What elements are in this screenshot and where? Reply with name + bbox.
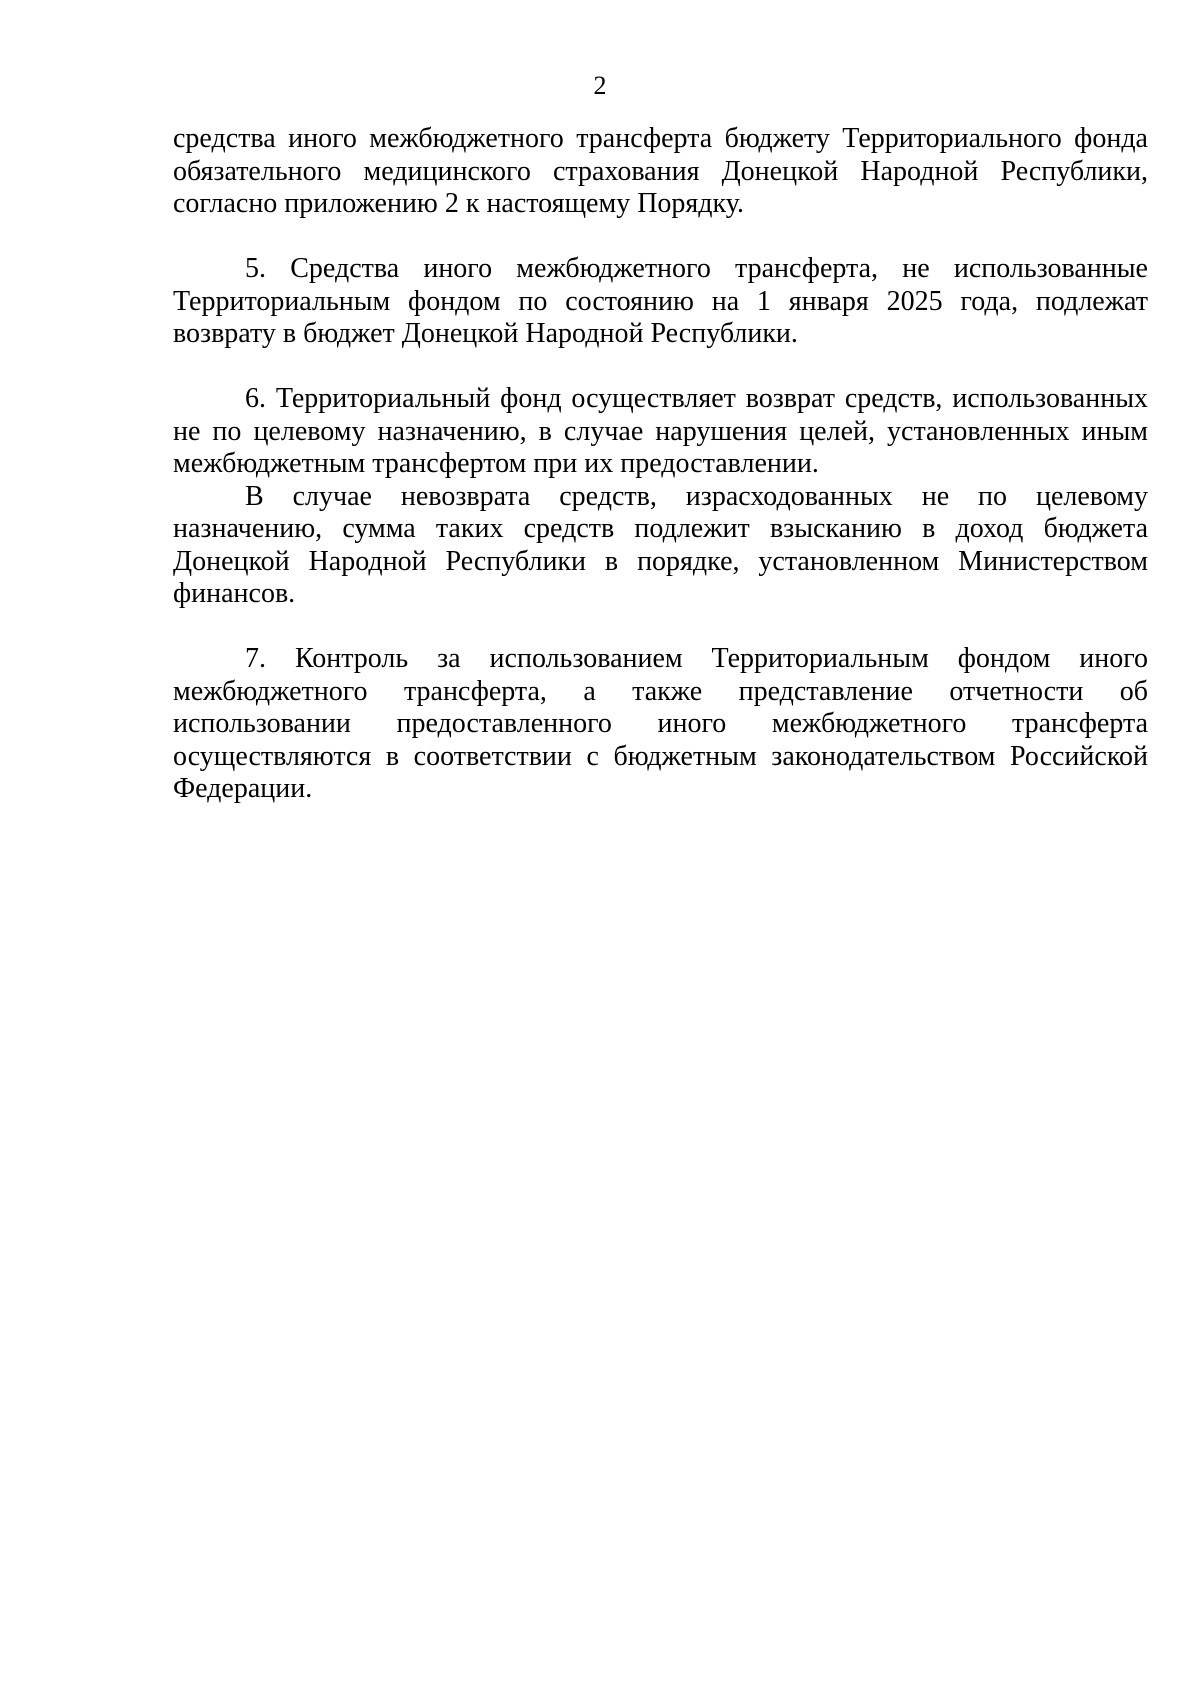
page-number: 2 bbox=[593, 71, 607, 100]
document-body bbox=[173, 123, 1148, 806]
paragraph-item-5: 5. Средства иного межбюджетного трансферта, не использованные Территориальным фондом по состоянию на 1 января 2025 года, подлежат возврату в бюджет Донецкой Народной Республики. bbox=[173, 253, 1148, 349]
paragraph-item-6: 6. Территориальный фонд осуществляет возврат средств, использованных не по целевому назначению, в случае нарушения целей, установленных иным межбюджетным трансфертом при их предоставлении. bbox=[173, 383, 1148, 479]
paragraph-item-7: 7. Контроль за использованием Территориальным фондом иного межбюджетного трансферта, а также представление отчетности об использовании предоставленного иного межбюджетного трансферта осуществляются в соответствии с бюджетным законодательством Российской Федерации. bbox=[173, 643, 1148, 804]
paragraph-item-6-continued: В случае невозврата средств, израсходованных не по целевому назначению, сумма таких средств подлежит взысканию в доход бюджета Донецкой Народной Республики в порядке, установленном Министерством финансов. bbox=[173, 480, 1148, 609]
paragraph-continuation: средства иного межбюджетного трансферта бюджету Территориального фонда обязательного медицинского страхования Донецкой Народной Республики, согласно приложению 2 к настоящему Порядку. bbox=[173, 123, 1148, 219]
